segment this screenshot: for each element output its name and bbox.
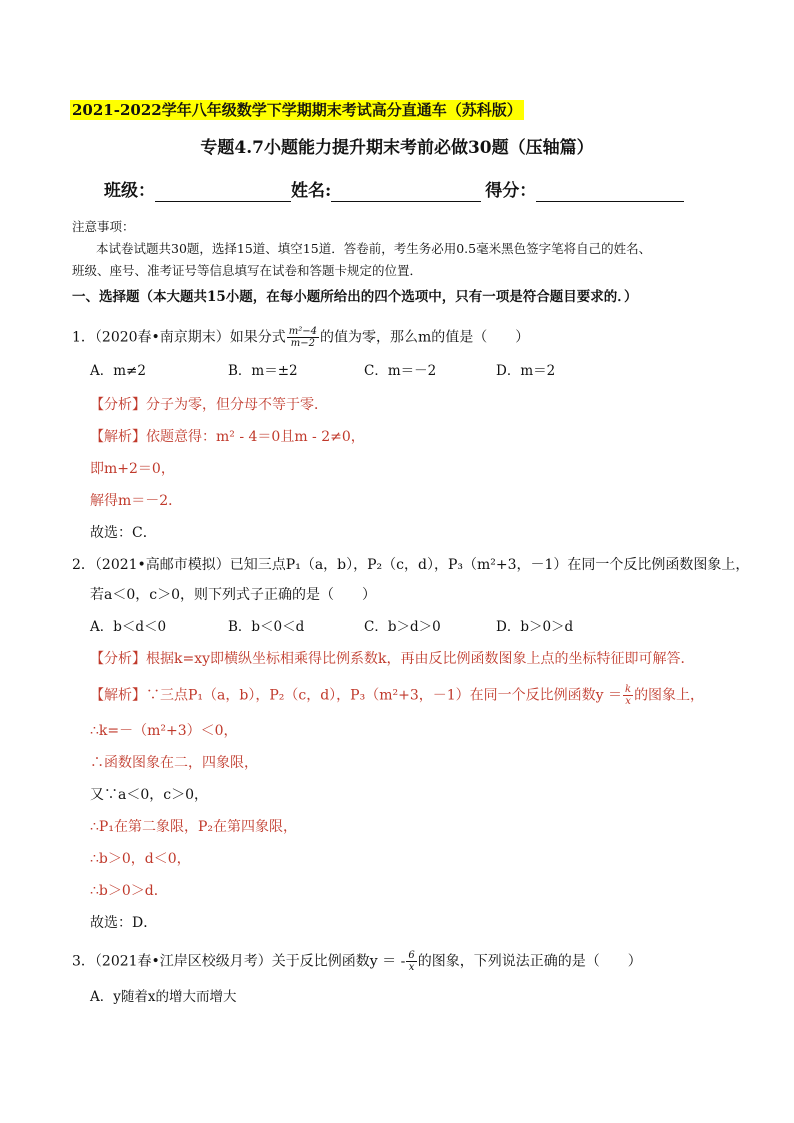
q3-option-a: A．y随着x的增大而增大 xyxy=(90,989,237,1005)
q2-step-4: ∴P₁在第二象限，P₂在第四象限， xyxy=(90,819,297,835)
q1-fraction xyxy=(287,326,319,349)
score-label: 得分： xyxy=(485,181,537,201)
series-banner: 2021-2022学年八年级数学下学期期末考试高分直通车（苏科版） xyxy=(72,101,522,119)
q2-analysis: 【分析】根据k=xy即横纵坐标相乘得比例系数k，再由反比例函数图象上点的坐标特征即可解答． xyxy=(90,651,695,667)
q3-prefix: 3．（2021春•江岸区校级月考）关于反比例函数y ＝ - xyxy=(72,953,406,970)
q2-step-5: ∴b＞0，d＜0， xyxy=(90,851,191,867)
q2-option-a: A．b＜d＜0 xyxy=(90,619,167,635)
q2-solution xyxy=(90,684,704,707)
q1-option-d: D．m＝2 xyxy=(496,363,556,379)
q1-option-b: B．m＝±2 xyxy=(228,363,298,379)
q2-step-1: ∴k=－（m²+3）＜0， xyxy=(90,723,238,739)
q2-stem-line-1: 2．（2021•高邮市模拟）已知三点P₁（a，b），P₂（c，d），P₃（m²+3，－1）在同一个反比例函数图象上， xyxy=(72,557,750,573)
q1-suffix: 的值为零，那么m的值是（ ） xyxy=(320,329,530,346)
q3-suffix: 的图象，下列说法正确的是（ ） xyxy=(417,953,642,970)
student-info-fields xyxy=(104,180,684,202)
q1-frac-den: m−2 xyxy=(290,338,316,349)
q3-stem xyxy=(72,950,642,973)
class-blank[interactable] xyxy=(155,183,291,202)
q2-solution-prefix: 【解析】∵三点P₁（a，b），P₂（c，d），P₃（m²+3，－1）在同一个反比例函数y ＝ xyxy=(90,687,622,704)
q2-option-d: D．b＞0＞d xyxy=(496,619,574,635)
q2-frac-num: k xyxy=(625,684,632,695)
q1-analysis: 【分析】分子为零，但分母不等于零． xyxy=(90,397,328,413)
notice-heading: 注意事项： xyxy=(72,219,135,234)
notice-line-1: 本试卷试题共30题，选择15道、填空15道．答卷前，考生务必用0.5毫米黑色签字笔将自己的姓名、 xyxy=(96,241,652,256)
q2-option-b: B．b＜0＜d xyxy=(228,619,305,635)
class-label: 班级： xyxy=(104,181,155,201)
name-label: 姓名: xyxy=(291,181,332,201)
q1-step-1: 即m+2＝0， xyxy=(90,461,175,477)
q2-answer: 故选：D． xyxy=(90,915,158,931)
q3-frac-den: x xyxy=(408,962,415,973)
q2-step-3: 又∵a＜0，c＞0， xyxy=(90,787,209,803)
q2-solution-fraction xyxy=(623,684,633,707)
score-blank[interactable] xyxy=(536,183,684,202)
name-blank[interactable] xyxy=(331,183,481,202)
q2-option-c: C．b＞d＞0 xyxy=(364,619,441,635)
q2-frac-den: x xyxy=(625,696,631,707)
page-title: 专题4.7小题能力提升期末考前必做30题（压轴篇） xyxy=(200,138,594,158)
q1-option-a: A．m≠2 xyxy=(90,363,146,379)
q3-frac-num: 6 xyxy=(408,950,415,961)
q3-fraction xyxy=(406,950,416,973)
q1-step-2: 解得m＝－2． xyxy=(90,493,183,509)
q2-solution-suffix: 的图象上， xyxy=(634,687,705,704)
q2-step-6: ∴b＞0＞d． xyxy=(90,883,168,899)
notice-line-2: 班级、座号、准考证号等信息填写在试卷和答题卡规定的位置． xyxy=(72,263,423,278)
q2-stem-line-2: 若a＜0，c＞0，则下列式子正确的是（ ） xyxy=(90,587,377,603)
q2-step-2: ∴函数图象在二，四象限， xyxy=(90,755,258,771)
q1-stem xyxy=(72,326,529,349)
q1-option-c: C．m＝－2 xyxy=(364,363,437,379)
section-title: 一、选择题（本大题共15小题，在每小题所给出的四个选项中，只有一项是符合题目要求的．） xyxy=(72,289,638,305)
q1-prefix: 1．（2020春•南京期末）如果分式 xyxy=(72,329,286,346)
q1-solution: 【解析】依题意得：m² - 4＝0且m - 2≠0， xyxy=(90,429,365,445)
q1-answer: 故选：C． xyxy=(90,525,157,541)
q1-frac-num: m²−4 xyxy=(288,326,318,337)
